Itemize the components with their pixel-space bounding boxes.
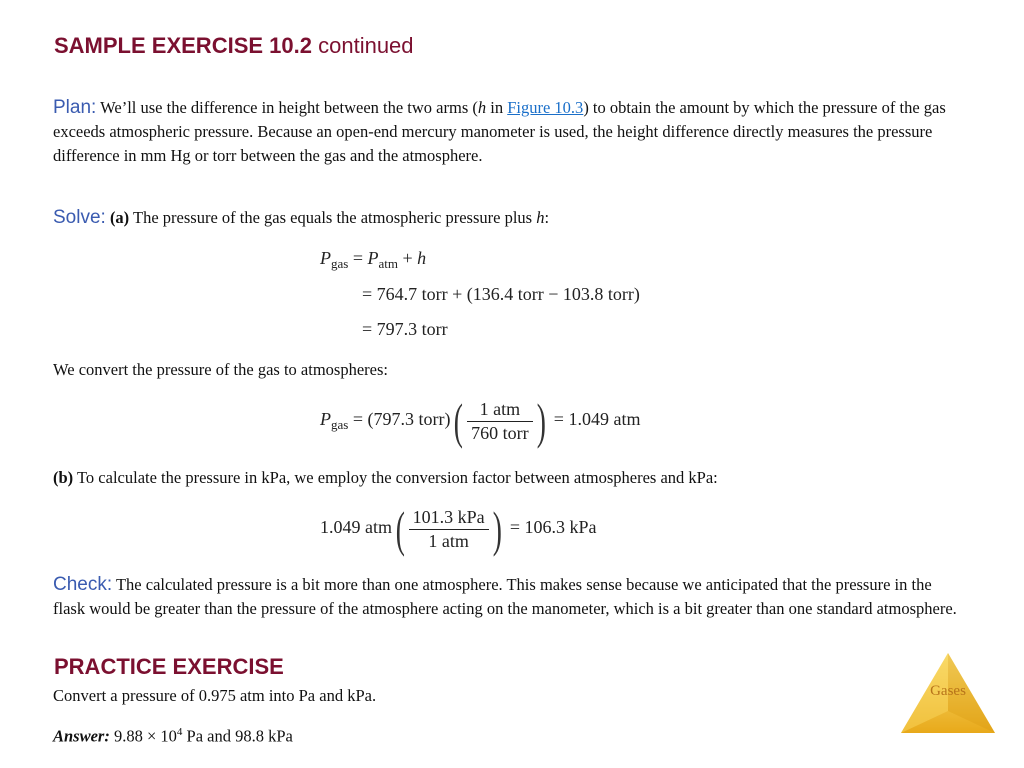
title-rest: continued [318,33,414,58]
eq1-patm: P [367,248,379,268]
plan-h-var: h [477,98,487,117]
practice-heading: PRACTICE EXERCISE [54,654,284,679]
left-paren: ( [395,501,405,557]
eq4-rhs: = 1.049 atm [553,409,641,430]
plan-text-1: We’ll use the difference in height between the two arms ( [100,98,478,117]
eq1-atm-sub: atm [378,256,398,271]
right-paren: ) [536,393,546,449]
eq1-h: h [417,248,427,268]
solve-colon: : [544,208,550,227]
eq1-equals: = [352,248,363,268]
left-paren: ( [454,393,464,449]
eq1-p: P [320,248,331,268]
solve-paragraph [53,206,965,230]
figure-link[interactable]: Figure 10.3 [507,98,584,117]
eq5-lhs: 1.049 atm [320,517,392,538]
check-text: The calculated pressure is a bit more than one atmosphere. This makes sense because we anticipated that the pressure in the flask would be greater than the pressure of the atmosphere acting on the manometer, which is a bit greater than one standard atmosphere. [53,575,957,618]
check-paragraph [53,573,965,621]
equation-line-2: = 764.7 torr + (136.4 torr − 103.8 torr) [362,284,640,304]
equation-pgas-sum [320,248,426,272]
practice-answer [53,720,965,749]
equation-line-3: = 797.3 torr [362,319,448,339]
practice-question: Convert a pressure of 0.975 atm into Pa and kPa. [53,686,377,705]
equation-atm-conversion [320,393,641,449]
eq4-denominator: 760 torr [471,422,529,443]
plan-paragraph [53,96,965,168]
right-paren: ) [492,501,502,557]
gases-nav-button[interactable] [899,651,997,735]
answer-post: Pa and 98.8 kPa [182,726,293,746]
part-b-text: To calculate the pressure in kPa, we employ the conversion factor between atmospheres and kPa: [73,468,718,487]
plan-label: Plan: [53,97,97,118]
part-b-label: (b) [53,468,74,487]
eq1-gas-sub: gas [331,256,349,271]
part-b-paragraph [53,466,965,490]
convert-text: We convert the pressure of the gas to atmospheres: [53,360,388,379]
solve-label: Solve: [53,207,106,228]
eq4-numerator: 1 atm [467,399,533,422]
eq4-p: P [320,409,331,430]
solve-h-var: h [536,208,545,227]
gases-label: Gases [930,683,966,699]
title-bold: SAMPLE EXERCISE 10.2 [54,33,312,58]
eq4-fraction [467,399,533,444]
solve-text: The pressure of the gas equals the atmospheric pressure plus [129,208,537,227]
check-label: Check: [53,574,113,595]
plan-text-2: in [486,98,508,117]
eq1-plus: + [402,248,413,268]
eq4-gas-sub: gas [331,417,349,433]
equation-kpa-conversion [320,501,597,557]
eq5-rhs: = 106.3 kPa [509,517,597,538]
eq4-lhs: = (797.3 torr) [352,409,451,430]
eq5-fraction [409,507,489,552]
eq5-numerator: 101.3 kPa [409,507,489,530]
answer-exponent: 4 [176,726,183,738]
answer-value: 9.88 × 10 [113,726,177,746]
solve-part-a: (a) [109,208,130,227]
answer-label: Answer: [53,726,110,746]
eq5-denominator: 1 atm [428,530,469,551]
plan-text-3: ) to obtain the amount by which the pressure of the gas exceeds atmospheric pressure. Because an open-end mercury manometer is used, the height difference directly measures the pressure difference in mm Hg or torr between the gas and the atmosphere. [53,98,946,165]
slide-title [54,33,414,59]
